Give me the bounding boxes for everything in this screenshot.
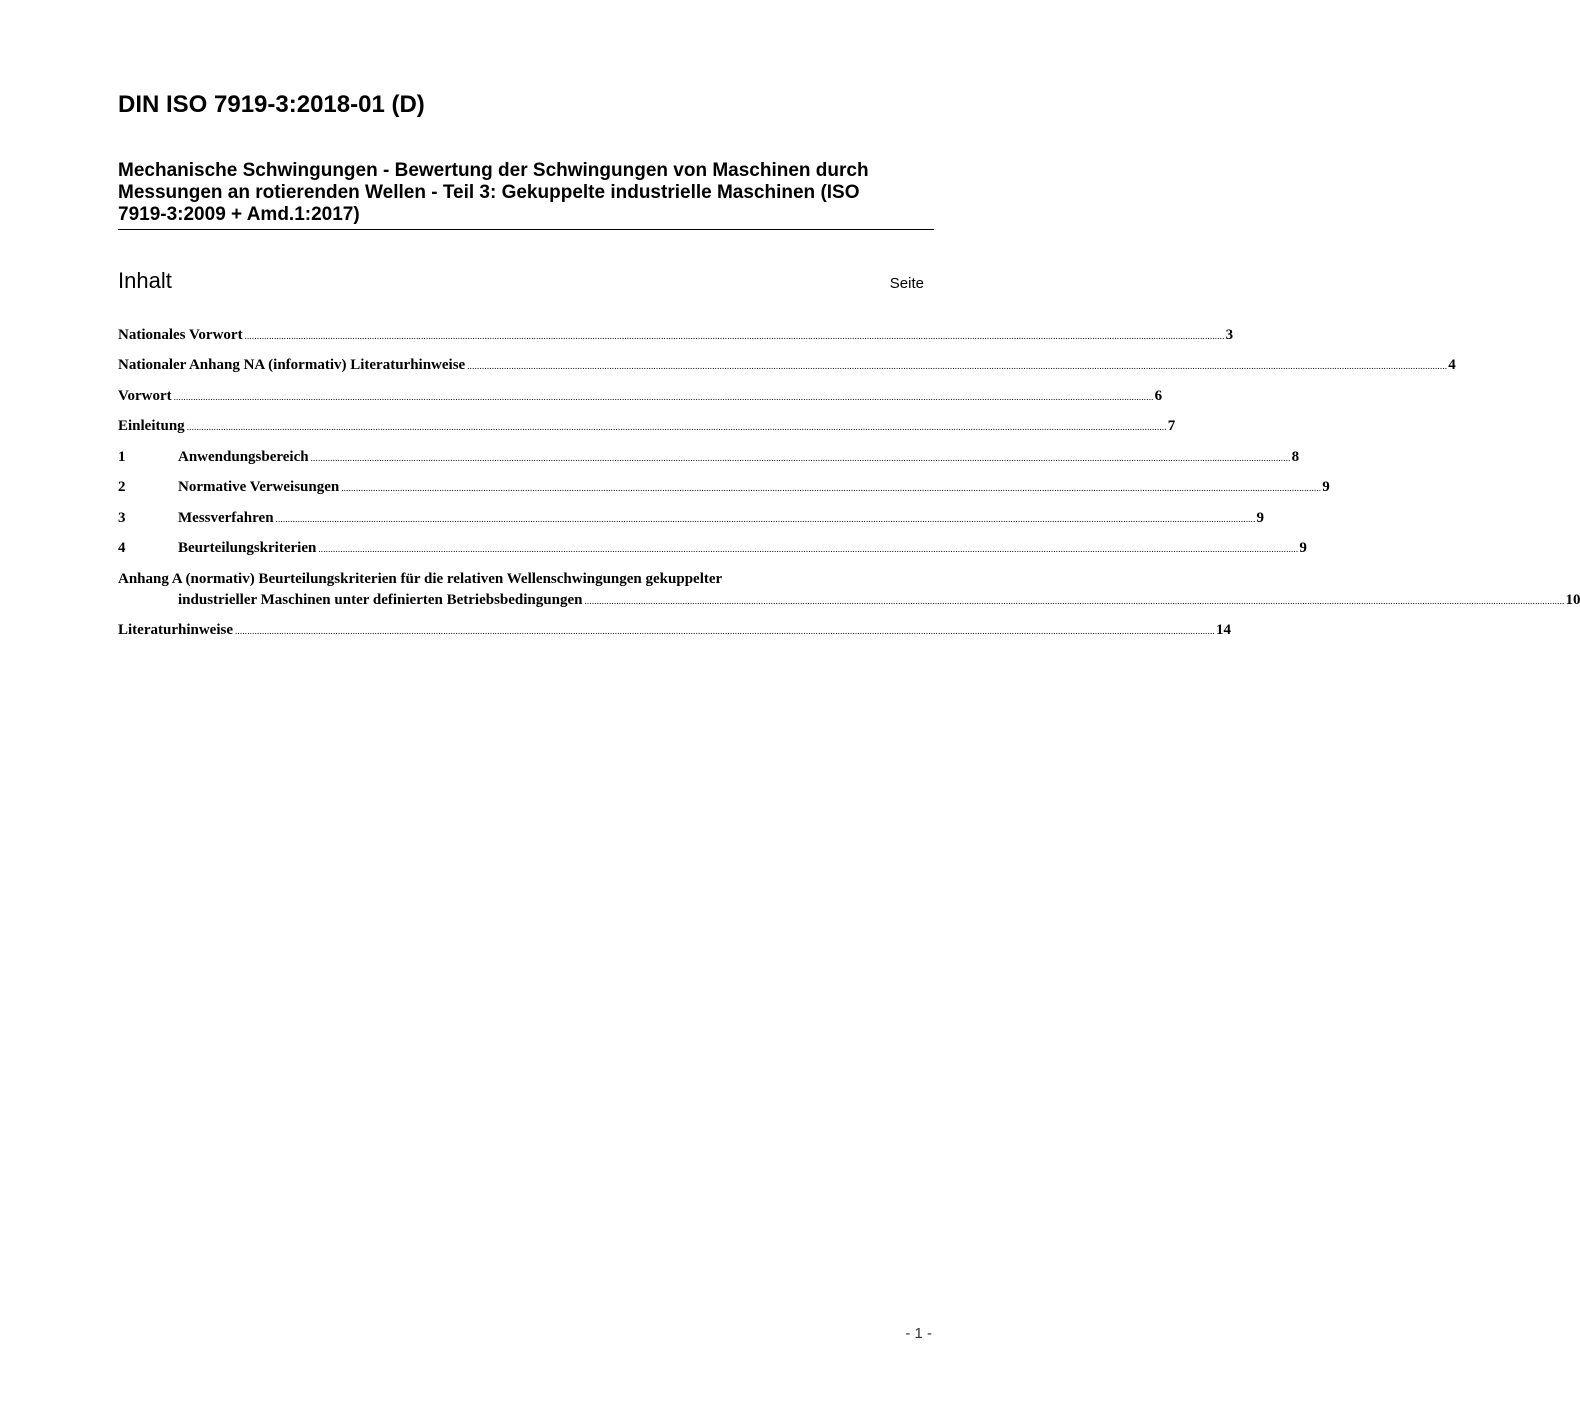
toc-entry-literaturhinweise[interactable]: [118, 620, 1231, 642]
toc-entry-number: 3: [118, 510, 126, 526]
toc-entry-page: 10: [1565, 592, 1580, 608]
toc-entry-text: Literaturhinweise: [118, 622, 233, 638]
toc-entry-text: Beurteilungskriterien: [178, 540, 317, 556]
page-number: - 1 -: [905, 1325, 932, 1342]
toc-entry-page: 14: [1215, 622, 1231, 638]
toc-entry-einleitung[interactable]: [118, 416, 1176, 438]
toc-entry-page: 3: [1225, 327, 1234, 343]
toc-entry-normative-verweisungen[interactable]: [118, 477, 1330, 499]
toc-dot-leader: ................................................................................................................................................................................................................................................................................................................................................................................................................: [341, 483, 1322, 493]
toc-dot-leader: ................................................................................................................................................................................................................................................................................................................................................................................................................: [584, 596, 1565, 606]
toc-entry-text: Nationaler Anhang NA (informativ) Literaturhinweise: [118, 357, 466, 373]
toc-dot-leader: ................................................................................................................................................................................................................................................................................................................................................................................................................: [318, 544, 1299, 554]
document-subtitle: [118, 160, 934, 226]
toc-entry-number: 1: [118, 449, 126, 465]
toc-entry-vorwort[interactable]: [118, 386, 1163, 408]
subtitle-line: 7919-3:2009 + Amd.1:2017): [118, 204, 360, 225]
toc-dot-leader: ................................................................................................................................................................................................................................................................................................................................................................................................................: [244, 331, 1225, 341]
toc-entry-text: Vorwort: [118, 388, 172, 404]
subtitle-line: Mechanische Schwingungen - Bewertung der Schwingungen von Maschinen durch: [118, 160, 869, 181]
title-divider: [118, 229, 934, 230]
toc-dot-leader: ................................................................................................................................................................................................................................................................................................................................................................................................................: [310, 453, 1291, 463]
toc-entry-messverfahren[interactable]: [118, 508, 1265, 530]
toc-dot-leader: ................................................................................................................................................................................................................................................................................................................................................................................................................: [186, 422, 1167, 432]
toc-dot-leader: ................................................................................................................................................................................................................................................................................................................................................................................................................: [467, 361, 1448, 371]
toc-page-column-label: Seite: [889, 275, 924, 292]
toc-entry-page: 4: [1448, 357, 1456, 373]
toc-entry-text: Normative Verweisungen: [178, 479, 340, 495]
toc-entry-text: Anhang A (normativ) Beurteilungskriterien für die relativen Wellenschwingungen gekuppelter: [118, 571, 723, 587]
toc-entry-beurteilungskriterien[interactable]: [118, 538, 1307, 560]
toc-entry-text: Messverfahren: [178, 510, 274, 526]
toc-entry-text: Anwendungsbereich: [178, 449, 309, 465]
toc-entry-page: 6: [1154, 388, 1163, 404]
toc-entry-nationaler-anhang[interactable]: [118, 355, 1456, 377]
toc-entry-page: 9: [1299, 540, 1307, 556]
toc-entry-page: 7: [1167, 418, 1176, 434]
toc-heading: Inhalt: [118, 268, 172, 293]
toc-entry-number: 4: [118, 540, 126, 556]
toc-entry-number: 2: [118, 479, 126, 495]
toc-entry-text: Nationales Vorwort: [118, 327, 243, 343]
toc-dot-leader: ................................................................................................................................................................................................................................................................................................................................................................................................................: [173, 392, 1154, 402]
toc-dot-leader: ................................................................................................................................................................................................................................................................................................................................................................................................................: [275, 514, 1256, 524]
toc-entry-page: 9: [1322, 479, 1330, 495]
document-title: DIN ISO 7919-3:2018-01 (D): [118, 91, 425, 118]
toc-dot-leader: ................................................................................................................................................................................................................................................................................................................................................................................................................: [234, 626, 1215, 636]
toc-entry-text-continued: industrieller Maschinen unter definierten Betriebsbedingungen: [178, 592, 583, 608]
toc-entry-anwendungsbereich[interactable]: [118, 447, 1300, 469]
toc-entry-anhang-a[interactable]: [118, 569, 1580, 612]
toc-entry-text: Einleitung: [118, 418, 185, 434]
toc-entry-page: 8: [1291, 449, 1300, 465]
toc-entry-nationales-vorwort[interactable]: [118, 325, 1234, 347]
subtitle-line: Messungen an rotierenden Wellen - Teil 3: Gekuppelte industrielle Maschinen (ISO: [118, 182, 860, 203]
toc-entry-page: 9: [1256, 510, 1265, 526]
